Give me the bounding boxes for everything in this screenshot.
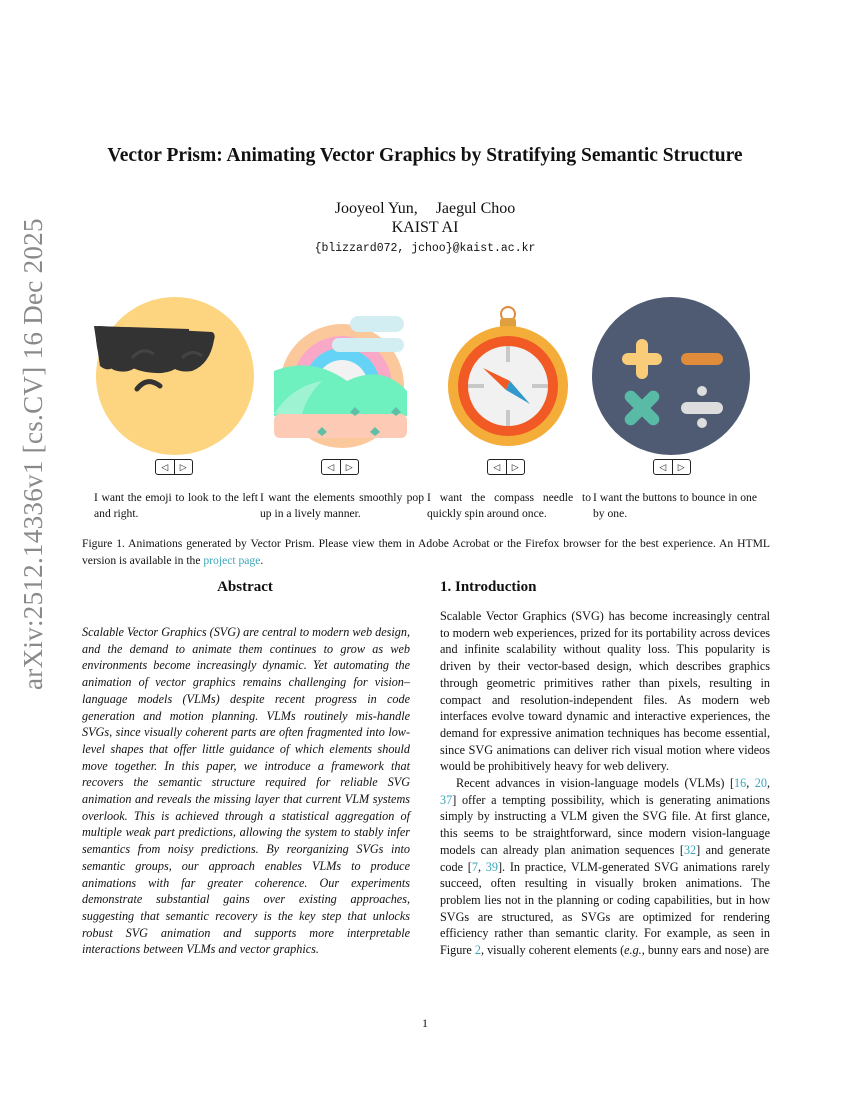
rainbow-landscape-icon xyxy=(272,296,438,456)
prev-frame-button[interactable]: ◁ xyxy=(327,461,335,472)
introduction-body xyxy=(440,608,770,959)
authors xyxy=(0,200,850,218)
introduction-heading: 1. Introduction xyxy=(440,579,537,595)
citation-link[interactable]: 16 xyxy=(734,776,747,791)
citation-link[interactable]: 37 xyxy=(440,792,453,807)
prev-frame-button[interactable]: ◁ xyxy=(161,461,169,472)
citation-link[interactable]: 39 xyxy=(485,859,498,874)
panel-caption-1: I want the emoji to look to the left and right. xyxy=(94,491,258,520)
animation-controls-4 xyxy=(653,459,691,475)
next-frame-button[interactable]: ▷ xyxy=(174,460,193,474)
paper-title: Vector Prism: Animating Vector Graphics by Stratifying Semantic Structure xyxy=(107,145,743,166)
animation-controls-1 xyxy=(155,459,193,475)
panel-caption-3: I want the compass needle to quickly spin around once. xyxy=(427,491,591,520)
author-email: {blizzard072, jchoo}@kaist.ac.kr xyxy=(314,242,536,255)
author-2: Jaegul Choo xyxy=(435,200,516,217)
calculator-buttons-icon xyxy=(591,296,757,456)
intro-paragraph-2: Recent advances in vision-language models (VLMs) [16, 20, 37] offer a tempting possibility, which is generating animations simply by instructing a VLM given the SVG file. At first glance, this seems to be straightforward, since modern vision-language models can already plan animation sequences [32] and generate code [7, 39]. In practice, VLM-generated SVG animations rarely succeed, often resulting in visually broken animations. The problem lies not in the planning or coding capabilities, but in how SVGs are structured, as SVGs are optimized for rendering efficiency rather than semantic clarity. For example, as seen in Figure 2, visually coherent elements (e.g., bunny ears and nose) are xyxy=(440,776,770,958)
panel-caption-4: I want the buttons to bounce in one by one. xyxy=(593,491,757,520)
affiliation: KAIST AI xyxy=(391,219,459,236)
panel-caption-2: I want the elements smoothly pop up in a lively manner. xyxy=(260,491,424,520)
figure-1-caption: Figure 1. Animations generated by Vector Prism. Please view them in Adobe Acrobat or the Firefox browser for the best experience. An HTML version is available in the project page. xyxy=(82,537,770,567)
abstract-heading: Abstract xyxy=(217,579,273,595)
next-frame-button[interactable]: ▷ xyxy=(672,460,691,474)
page-number: 1 xyxy=(422,1016,428,1030)
abstract-text: Scalable Vector Graphics (SVG) are central to modern web design, and the demand to animate them continues to grow as web environments become increasingly dynamic. Yet automating the animation of vector graphics remains challenging for vision–language models (VLMs) despite recent progress in code generation and motion planning. VLMs routinely mis-handle SVGs, since visually coherent parts are often fragmented into low-level shapes that offer little guidance of which elements should move together. In this paper, we introduce a framework that recovers the semantic structure required for reliable SVG animation and reveals the missing layer that current VLM systems overlook. This is achieved through a statistical aggregation of multiple weak part predictions, allowing the system to stably infer semantics from noisy predictions. By reorganizing SVGs into semantic groups, our approach enables VLMs to produce animations with far greater coherence. Our experiments demonstrate substantial gains over existing approaches, suggesting that semantic recovery is the key step that unlocks robust SVG animation and supports more interpretable interactions between VLMs and vector graphics. xyxy=(82,625,410,957)
prev-frame-button[interactable]: ◁ xyxy=(659,461,667,472)
intro-paragraph-1: Scalable Vector Graphics (SVG) has become increasingly central to modern web experiences, prized for its portability across devices and infinite scalability without quality loss. This popularity is driven by their vector-based design, which describes graphics through geometric primitives rather than pixels, resulting in compact and resolution-independent files. As modern web interfaces evolve toward dynamic and interactive experiences, the demand for expressive animation techniques has become essential, since SVG animations can deliver rich visual motion where videos would be prohibitively heavy for web delivery. xyxy=(440,609,770,774)
next-frame-button[interactable]: ▷ xyxy=(340,460,359,474)
prev-frame-button[interactable]: ◁ xyxy=(493,461,501,472)
figure-reference-link[interactable]: 2 xyxy=(474,943,481,958)
animation-controls-3 xyxy=(487,459,525,475)
arxiv-identifier-stamp: arXiv:2512.14336v1 [cs.CV] 16 Dec 2025 xyxy=(18,218,48,690)
animation-controls-2 xyxy=(321,459,359,475)
next-frame-button[interactable]: ▷ xyxy=(506,460,525,474)
sunglasses-emoji-icon xyxy=(92,296,258,456)
citation-link[interactable]: 7 xyxy=(471,859,478,874)
citation-link[interactable]: 20 xyxy=(754,776,767,791)
author-1: Jooyeol Yun, xyxy=(334,200,418,217)
project-page-link[interactable]: project page xyxy=(203,553,261,567)
citation-link[interactable]: 32 xyxy=(683,842,697,857)
compass-icon xyxy=(440,296,606,456)
